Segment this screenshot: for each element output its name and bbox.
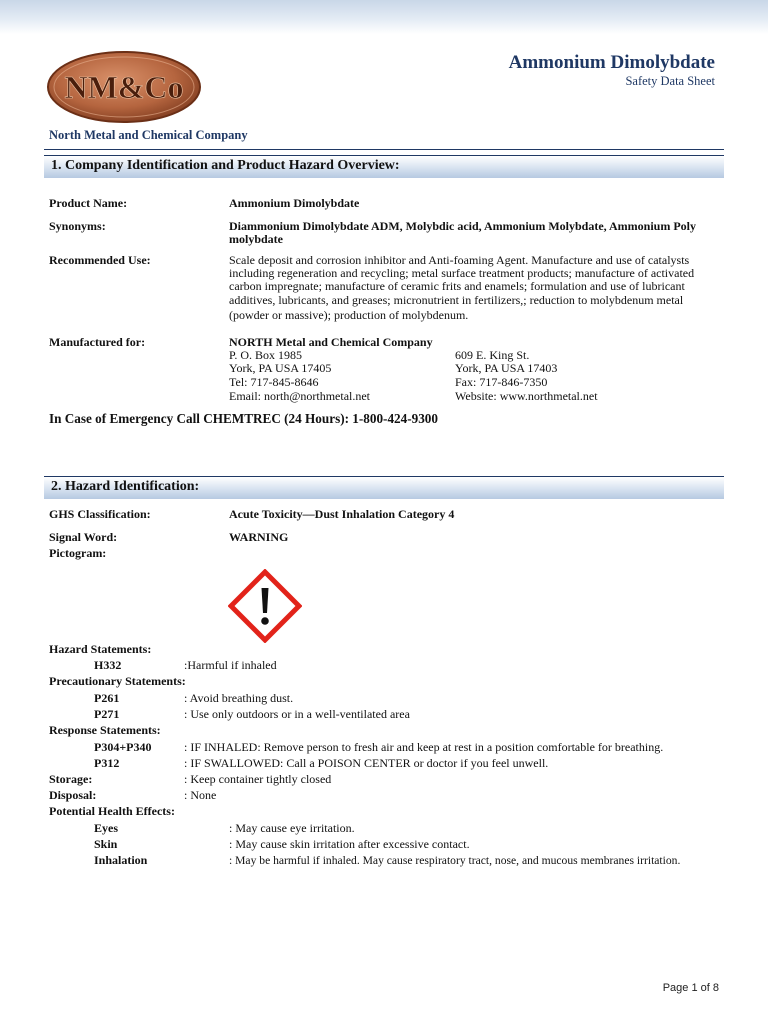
signal-word-value: WARNING — [229, 530, 289, 544]
section-1-header — [44, 155, 724, 178]
recommended-use-line: carbon impregnate; manufacture of ceramic frits and enamels; formulation and use of lubricant — [229, 279, 685, 293]
section-2-header — [44, 476, 724, 499]
section-2-title: 2. Hazard Identification: — [51, 479, 200, 494]
company-logo — [46, 50, 202, 124]
skin-label: Skin — [94, 837, 118, 851]
hazard-statements-label: Hazard Statements: — [49, 642, 152, 656]
pictogram-label: Pictogram: — [49, 546, 107, 560]
website-link[interactable]: Website: www.northmetal.net — [455, 389, 598, 403]
manufacturer-name: NORTH Metal and Chemical Company — [229, 335, 433, 349]
ghs-classification-value: Acute Toxicity—Dust Inhalation Category 4 — [229, 507, 455, 521]
exclamation-mark-pictogram-icon — [228, 569, 302, 643]
storage-text: : Keep container tightly closed — [184, 772, 332, 786]
product-name-value: Ammonium Dimolybdate — [229, 196, 360, 210]
fax-number: Fax: 717-846-7350 — [455, 375, 548, 389]
precautionary-statements-label: Precautionary Statements: — [49, 674, 186, 688]
inhalation-text: : May be harmful if inhaled. May cause respiratory tract, nose, and mucous membranes irritation. — [229, 854, 681, 867]
p261-code: P261 — [94, 691, 120, 705]
disposal-text: : None — [184, 788, 217, 802]
address-left-line: York, PA USA 17405 — [229, 361, 332, 375]
inhalation-label: Inhalation — [94, 853, 148, 867]
recommended-use-line: additives, lubricants, and greases; micronutrient in fertilizers,; reduction to molybdenum metal — [229, 293, 684, 307]
company-name: North Metal and Chemical Company — [49, 128, 248, 142]
p304-code: P304+P340 — [94, 740, 152, 754]
recommended-use-label: Recommended Use: — [49, 253, 151, 267]
address-right-line: 609 E. King St. — [455, 348, 530, 362]
page-number: Page 1 of 8 — [662, 982, 719, 994]
document-title: Ammonium Dimolybdate — [508, 52, 715, 73]
product-name-label: Product Name: — [49, 196, 128, 210]
phone-number: Tel: 717-845-8646 — [229, 375, 319, 389]
disposal-label: Disposal: — [49, 788, 97, 802]
address-right-line: York, PA USA 17403 — [455, 361, 558, 375]
ghs-classification-label: GHS Classification: — [49, 507, 151, 521]
section-1-title: 1. Company Identification and Product Hazard Overview: — [51, 158, 400, 173]
recommended-use-line: (powder or massive); production of molybdenum. — [229, 308, 469, 322]
top-gradient-band — [0, 0, 768, 34]
logo-text: NM&Co — [64, 69, 184, 105]
p271-text: : Use only outdoors or in a well-ventilated area — [184, 707, 410, 721]
recommended-use-line: Scale deposit and corrosion inhibitor and Anti-foaming Agent. Manufacture and use of catalysts — [229, 253, 690, 267]
email-link[interactable]: Email: north@northmetal.net — [229, 389, 371, 403]
p312-code: P312 — [94, 756, 120, 770]
p271-code: P271 — [94, 707, 120, 721]
synonyms-label: Synonyms: — [49, 219, 106, 233]
h332-code: H332 — [94, 658, 122, 672]
p312-text: : IF SWALLOWED: Call a POISON CENTER or doctor if you feel unwell. — [184, 756, 549, 770]
p304-text: : IF INHALED: Remove person to fresh air and keep at rest in a position comfortable for breathing. — [184, 740, 664, 754]
eyes-label: Eyes — [94, 821, 118, 835]
signal-word-label: Signal Word: — [49, 530, 118, 544]
eyes-text: : May cause eye irritation. — [229, 821, 355, 835]
synonyms-value-line2: molybdate — [229, 232, 283, 246]
recommended-use-line: including regeneration and recycling; metal surface treatment products; manufacture of activated — [229, 266, 695, 280]
manufactured-for-label: Manufactured for: — [49, 335, 146, 349]
storage-label: Storage: — [49, 772, 93, 786]
synonyms-value-line1: Diammonium Dimolybdate ADM, Molybdic acid, Ammonium Molybdate, Ammonium Poly — [229, 219, 697, 233]
document-subtitle: Safety Data Sheet — [625, 74, 715, 88]
emergency-contact: In Case of Emergency Call CHEMTREC (24 Hours): 1-800-424-9300 — [49, 411, 438, 426]
skin-text: : May cause skin irritation after excessive contact. — [229, 837, 470, 851]
health-effects-label: Potential Health Effects: — [49, 804, 175, 818]
response-statements-label: Response Statements: — [49, 723, 161, 737]
address-left-line: P. O. Box 1985 — [229, 348, 303, 362]
h332-text: :Harmful if inhaled — [184, 658, 277, 672]
header-divider — [44, 149, 724, 150]
p261-text: : Avoid breathing dust. — [184, 691, 294, 705]
